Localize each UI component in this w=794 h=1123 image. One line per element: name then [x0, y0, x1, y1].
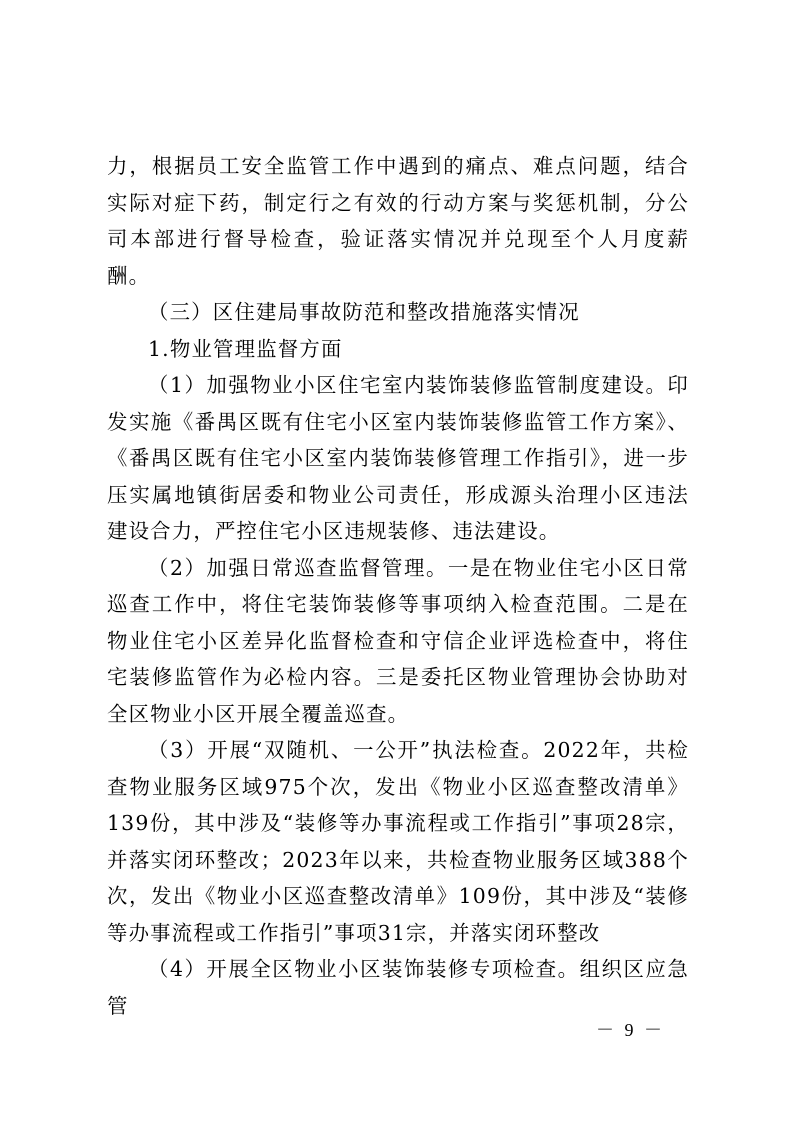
paragraph-item-2: （2）加强日常巡查监督管理。一是在物业住宅小区日常巡查工作中，将住宅装饰装修等事项纳入检查范围。二是在物业住宅小区差异化监督检查和守信企业评选检查中，将住宅装修监管作为必检内容。三是委托区物业管理协会协助对全区物业小区开展全覆盖巡查。: [107, 555, 689, 726]
paragraph-item-3: （3）开展“双随机、一公开”执法检查。2022年，共检查物业服务区域975个次，发出《物业小区巡查整改清单》139份，其中涉及“装修等办事流程或工作指引”事项28宗，并落实闭环整改；2023年以来，共检查物业服务区域388个次，发出《物业小区巡查整改清单》109份，其中涉及“装修等办事流程或工作指引”事项31宗，并落实闭环整改: [107, 738, 689, 945]
paragraph-continuation: 力，根据员工安全监管工作中遇到的痛点、难点问题，结合实际对症下药，制定行之有效的行动方案与奖惩机制，分公司本部进行督导检查，验证落实情况并兑现至个人月度薪酬。: [107, 154, 689, 288]
page-number: － 9 －: [596, 1020, 665, 1040]
subsection-heading-property-management: 1.物业管理监督方面: [148, 336, 343, 361]
document-body: [107, 148, 689, 1024]
paragraph-item-1: （1）加强物业小区住宅室内装饰装修监管制度建设。印发实施《番禺区既有住宅小区室内装饰装修监管工作方案》、《番禺区既有住宅小区室内装饰装修管理工作指引》，进一步压实属地镇街居委和物业公司责任，形成源头治理小区违法建设合力，严控住宅小区违规装修、违法建设。: [107, 373, 689, 543]
paragraph-item-4: （4）开展全区物业小区装饰装修专项检查。组织区应急管: [107, 957, 689, 1018]
section-heading-three: （三）区住建局事故防范和整改措施落实情况: [148, 300, 580, 324]
